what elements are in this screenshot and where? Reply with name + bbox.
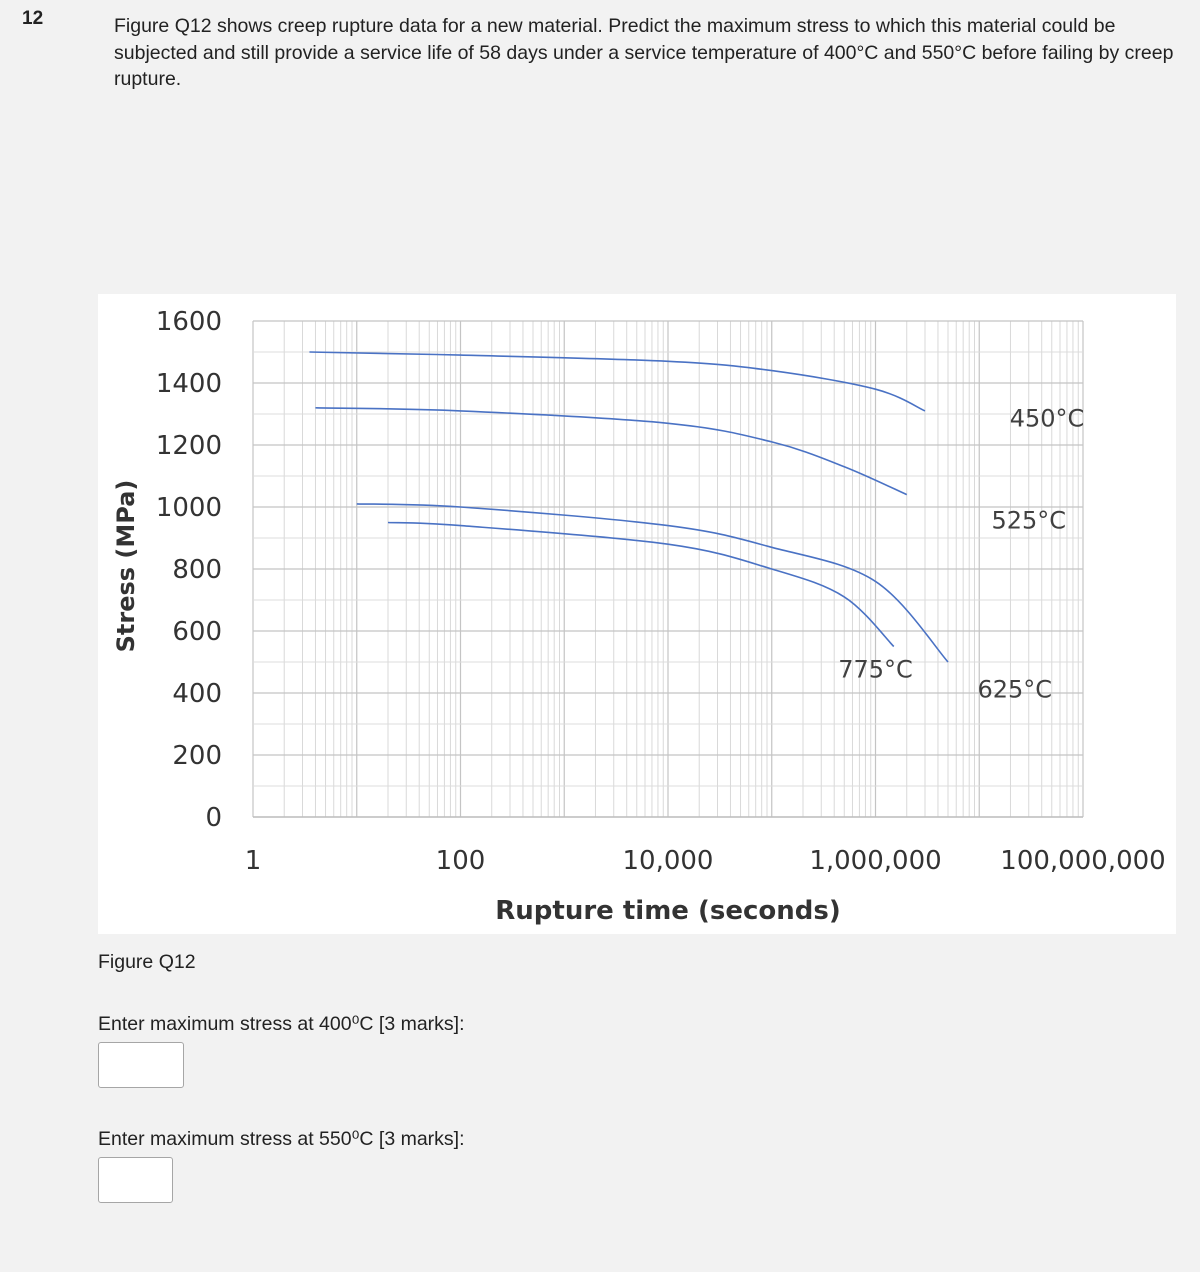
curve-label-775c: 775°C (838, 655, 913, 684)
figure-caption: Figure Q12 (98, 951, 196, 973)
stress-400c-input[interactable] (98, 1042, 184, 1088)
curve-label-625c: 625°C (977, 675, 1053, 704)
x-tick-label: 1,000,000 (809, 846, 942, 876)
series-line-775c (388, 523, 894, 647)
question-text: Figure Q12 shows creep rupture data for a new material. Predict the maximum stress to which this material could be subjected and still provide a service life of 58 days under a service temperature of 400°C and 550°C before failing by creep rupture. (114, 15, 1174, 90)
chart-labels (112, 307, 1166, 926)
curve-label-525c: 525°C (991, 506, 1067, 535)
x-tick-label: 10,000 (622, 846, 714, 876)
y-tick-label: 1600 (155, 307, 222, 337)
y-tick-label: 0 (205, 803, 222, 833)
x-tick-label: 1 (244, 846, 262, 876)
creep-rupture-chart (98, 294, 1176, 934)
x-tick-label: 100 (435, 846, 486, 876)
prompt-400c-label: Enter maximum stress at 400⁰C [3 marks]: (98, 1013, 465, 1035)
y-tick-label: 1400 (155, 369, 222, 399)
question-number: 12 (22, 8, 44, 29)
figure-q12-chart (98, 294, 1176, 934)
series-line-525c (315, 408, 906, 495)
grid (253, 321, 1083, 817)
stress-550c-input[interactable] (98, 1157, 173, 1203)
y-tick-label: 200 (172, 741, 222, 771)
y-tick-label: 400 (172, 679, 222, 709)
y-axis-label: Stress (MPa) (112, 479, 140, 653)
y-tick-label: 800 (172, 555, 222, 585)
y-tick-label: 1000 (155, 493, 222, 523)
curve-label-450c: 450°C (1009, 404, 1085, 433)
x-axis-label: Rupture time (seconds) (495, 896, 841, 926)
y-tick-label: 1200 (155, 431, 222, 461)
x-tick-label: 100,000,000 (1000, 846, 1166, 876)
series-line-450c (309, 352, 925, 411)
y-tick-label: 600 (172, 617, 222, 647)
prompt-550c-label: Enter maximum stress at 550⁰C [3 marks]: (98, 1128, 465, 1150)
